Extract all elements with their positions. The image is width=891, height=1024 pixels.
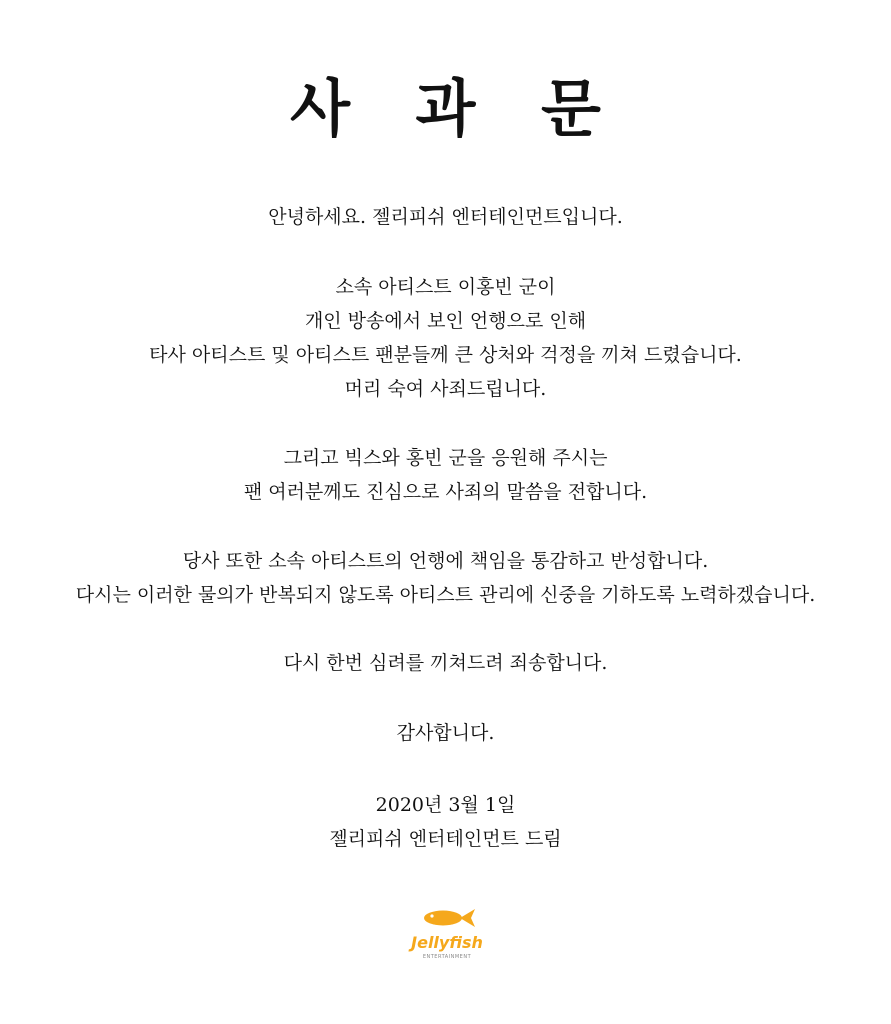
thanks-line: 감사합니다. [396,722,495,744]
paragraph3-line1: 당사 또한 소속 아티스트의 언행에 책임을 통감하고 반성합니다. [182,550,709,572]
paragraph1-line3: 타사 아티스트 및 아티스트 팬분들께 큰 상처와 걱정을 끼쳐 드렸습니다. [149,344,742,366]
logo-wordmark: Jellyfish [411,933,483,952]
paragraph2-line1: 그리고 빅스와 홍빈 군을 응원해 주시는 [283,447,608,469]
fish-icon [405,905,489,963]
logo-subtitle: ENTERTAINMENT [422,954,472,960]
paragraph1-line1: 소속 아티스트 이홍빈 군이 [335,276,556,298]
jellyfish-logo [405,905,489,963]
paragraph3-line2: 다시는 이러한 물의가 반복되지 않도록 아티스트 관리에 신중을 기하도록 노력하겠습니다. [75,584,816,606]
paragraph1-line4: 머리 숙여 사죄드립니다. [344,378,547,400]
signature-line: 젤리피쉬 엔터테인먼트 드림 [329,828,562,850]
paragraph1-line2: 개인 방송에서 보인 언행으로 인해 [304,310,587,332]
paragraph2-line2: 팬 여러분께도 진심으로 사죄의 말씀을 전합니다. [243,481,648,503]
date-line: 2020년 3월 1일 [375,794,516,816]
greeting-line: 안녕하세요. 젤리피쉬 엔터테인먼트입니다. [268,206,623,228]
apology-again-line: 다시 한번 심려를 끼쳐드려 죄송합니다. [283,652,608,674]
letter-title: 사 과 문 [290,72,623,145]
